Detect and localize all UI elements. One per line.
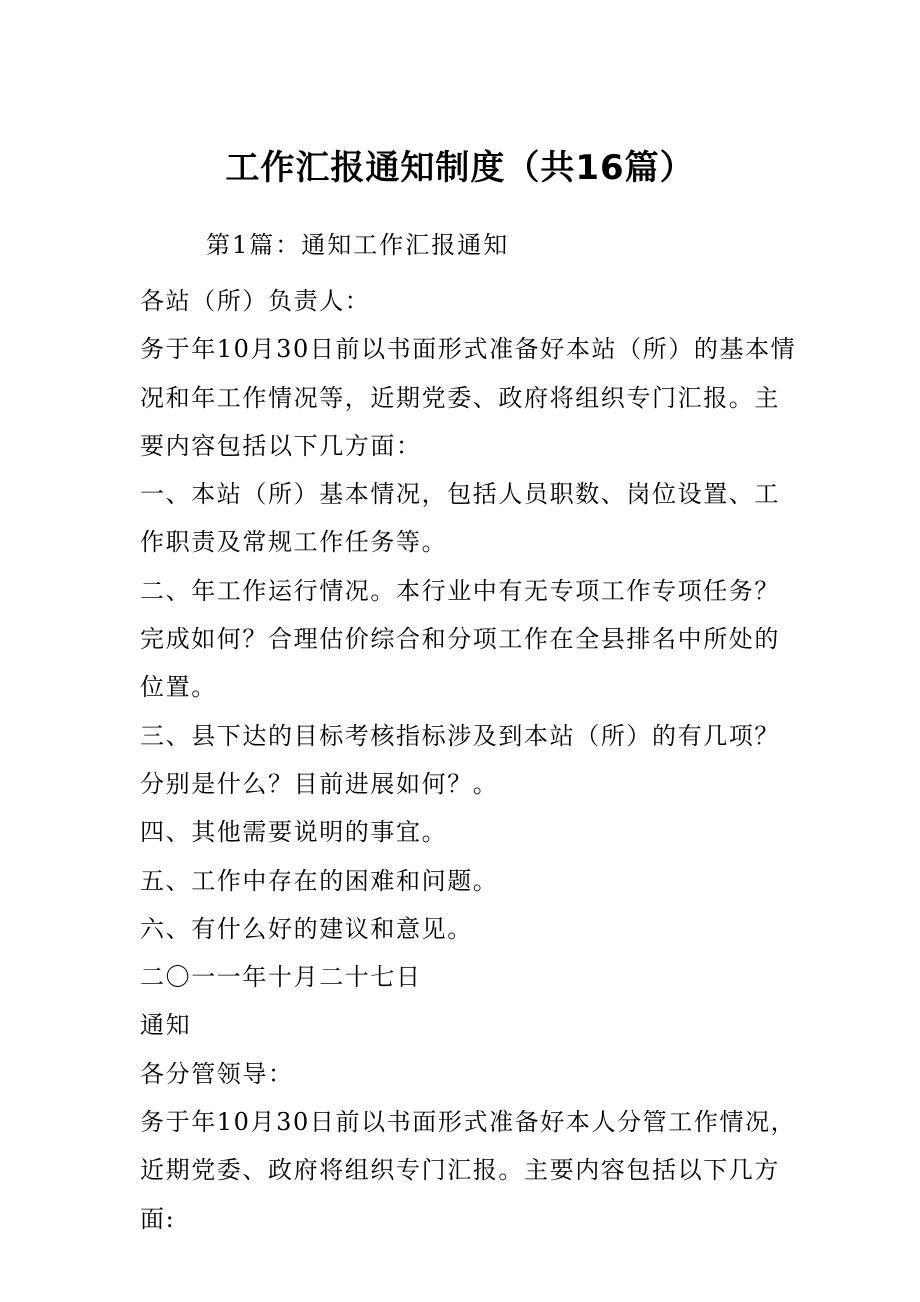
- paragraph-item-6: 六、有什么好的建议和意见。: [140, 914, 473, 943]
- paragraph-item-4: 四、其他需要说明的事宜。: [140, 818, 448, 847]
- paragraph-salutation-2: 各分管领导：: [140, 1059, 294, 1088]
- paragraph-intro: 务于年10月30日前以书面形式准备好本站（所）的基本情况和年工作情况等，近期党委、政府将组织专门汇报。主要内容包括以下几方面：: [140, 335, 797, 460]
- paragraph-date: 二〇一一年十月二十七日: [140, 963, 422, 992]
- document-body: [140, 277, 800, 1243]
- paragraph-item-3: 三、县下达的目标考核指标涉及到本站（所）的有几项？分别是什么？目前进展如何？。: [140, 721, 780, 798]
- paragraph-item-5: 五、工作中存在的困难和问题。: [140, 866, 499, 895]
- paragraph-notice-heading: 通知: [140, 1011, 192, 1040]
- paragraph-item-1: 一、本站（所）基本情况，包括人员职数、岗位设置、工作职责及常规工作任务等。: [140, 480, 780, 557]
- document-title: 工作汇报通知制度（共16篇）: [225, 148, 695, 188]
- document-subtitle: 第1篇：通知工作汇报通知: [206, 231, 510, 259]
- paragraph-item-2: 二、年工作运行情况。本行业中有无专项工作专项任务？完成如何？合理估价综合和分项工作在全县排名中所处的位置。: [140, 576, 780, 702]
- paragraph-salutation: 各站（所）负责人：: [140, 287, 371, 315]
- paragraph-intro-2: 务于年10月30日前以书面形式准备好本人分管工作情况，近期党委、政府将组织专门汇报。主要内容包括以下几方面:: [140, 1108, 797, 1233]
